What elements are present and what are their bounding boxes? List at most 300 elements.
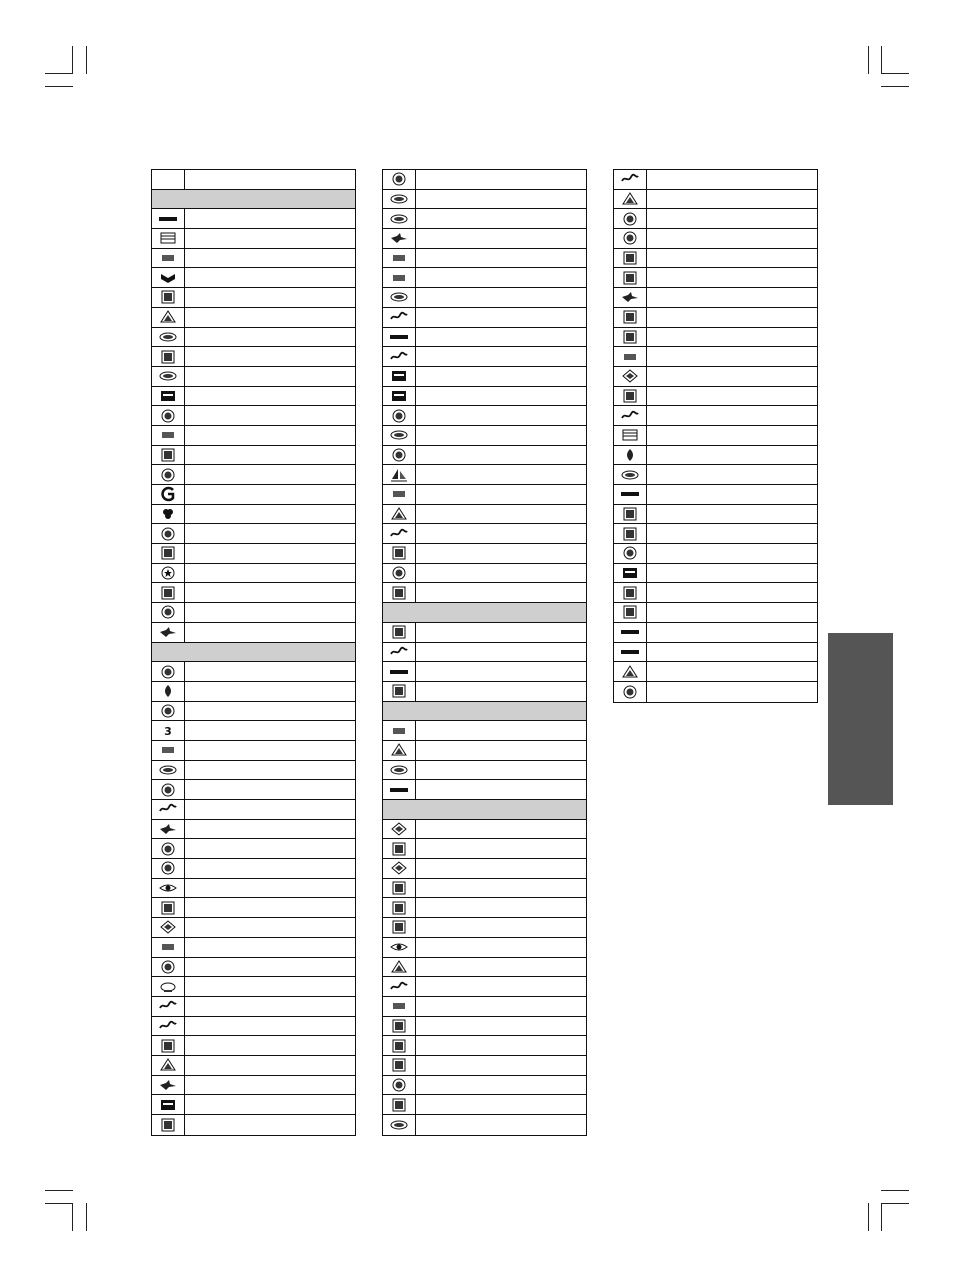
crop-mark [86,1203,87,1231]
text-logo-icon [383,997,416,1016]
wide-wordmark-icon [614,485,647,504]
square-emblem-icon [152,544,185,563]
row-name [647,682,817,702]
row-name [647,426,817,445]
square-emblem-icon [383,682,416,701]
row-name [416,977,586,996]
row-name [185,446,355,465]
table-row [152,839,355,859]
text-logo-icon [383,268,416,287]
bird-logo-icon [383,229,416,248]
table-section-header [383,800,586,820]
striped-square-icon [152,229,185,248]
row-name [416,465,586,484]
oval-badge-icon [383,288,416,307]
square-emblem-icon [614,249,647,268]
table-row [383,308,586,328]
row-name [185,918,355,937]
oval-badge-icon [383,426,416,445]
square-emblem-icon [152,1115,185,1135]
row-name [185,662,355,681]
row-name [185,387,355,406]
square-emblem-icon [383,1036,416,1055]
table-row [383,820,586,840]
number-logo-icon [152,721,185,740]
table-header-row [152,170,355,190]
diamond-emblem-icon [383,859,416,878]
text-logo-icon [383,485,416,504]
crop-mark [881,73,909,74]
table-row [383,839,586,859]
crop-mark [45,86,73,87]
table-row [152,721,355,741]
table-row [383,544,586,564]
flame-logo-icon [152,682,185,701]
row-name [416,898,586,917]
crop-mark [881,1203,909,1204]
round-badge-icon [614,682,647,702]
row-name [185,741,355,760]
square-emblem-icon [614,308,647,327]
row-name [416,1115,586,1135]
round-badge-icon [152,465,185,484]
table-row [152,741,355,761]
section-label [383,603,586,622]
script-logo-icon [614,406,647,425]
row-name [416,209,586,228]
table-row [152,702,355,722]
row-name [416,1036,586,1055]
crop-mark [86,46,87,74]
round-badge-icon [383,406,416,425]
crop-mark [45,73,73,74]
row-name [185,1095,355,1114]
script-logo-icon [383,308,416,327]
round-badge-icon [614,229,647,248]
table-row [383,406,586,426]
table-row [614,446,817,466]
table-row [383,387,586,407]
row-name [185,603,355,622]
star-badge-icon [152,564,185,583]
table-row [383,446,586,466]
row-name [185,839,355,858]
chevron-shield-icon [152,268,185,287]
oval-badge-icon [383,190,416,209]
table-row [614,387,817,407]
row-name [416,721,586,740]
table-row [614,406,817,426]
row-name [416,170,586,189]
row-name [185,406,355,425]
row-name [647,485,817,504]
table-row [383,465,586,485]
row-name [416,741,586,760]
round-badge-icon [152,702,185,721]
table-row [614,190,817,210]
row-name [185,505,355,524]
row-name [416,446,586,465]
script-logo-icon [152,800,185,819]
table-row [152,859,355,879]
wide-wordmark-icon [383,780,416,799]
oval-badge-icon [614,465,647,484]
row-name [185,977,355,996]
row-name [416,505,586,524]
row-name [416,406,586,425]
row-name [416,328,586,347]
table-row [152,918,355,938]
row-name [416,879,586,898]
square-emblem-icon [614,268,647,287]
row-name [416,367,586,386]
section-label [383,800,586,819]
table-row [152,544,355,564]
row-name [647,209,817,228]
row-name [185,859,355,878]
clover-icon [152,505,185,524]
square-emblem-icon [614,328,647,347]
row-name [416,682,586,701]
table-row [152,820,355,840]
square-emblem-icon [614,583,647,602]
bird-logo-icon [152,1076,185,1095]
table-row [152,564,355,584]
row-name [185,465,355,484]
table-row [152,1056,355,1076]
diamond-emblem-icon [614,367,647,386]
table-column-2 [382,169,587,1136]
crop-mark [72,1203,73,1231]
table-row [614,347,817,367]
table-row [614,209,817,229]
table-row [383,288,586,308]
round-badge-icon [383,1076,416,1095]
wide-wordmark-icon [383,662,416,681]
row-name [416,524,586,543]
square-emblem-icon [383,839,416,858]
table-row [383,623,586,643]
row-name [185,761,355,780]
round-badge-icon [383,170,416,189]
row-name [647,583,817,602]
table-row [383,859,586,879]
table-row [152,623,355,643]
table-row [614,249,817,269]
row-name [185,879,355,898]
section-label [383,702,586,721]
table-row [152,308,355,328]
script-logo-icon [383,347,416,366]
eye-logo-icon [383,938,416,957]
round-badge-icon [152,859,185,878]
script-logo-icon [152,1017,185,1036]
row-name [416,820,586,839]
table-row [383,918,586,938]
table-row [152,524,355,544]
table-row [152,603,355,623]
row-name [416,347,586,366]
table-row [614,288,817,308]
square-emblem-icon [383,898,416,917]
table-row [383,662,586,682]
table-section-header [152,643,355,663]
row-name [647,367,817,386]
row-name [416,190,586,209]
row-name [185,721,355,740]
table-row [383,1036,586,1056]
table-row [614,524,817,544]
text-logo-icon [152,426,185,445]
row-name [185,426,355,445]
row-name [185,308,355,327]
row-name [416,938,586,957]
row-name [185,544,355,563]
row-name [416,918,586,937]
script-logo-icon [383,524,416,543]
bird-logo-icon [152,820,185,839]
oval-badge-icon [383,761,416,780]
row-name [185,1115,355,1135]
table-row [152,761,355,781]
row-name [185,564,355,583]
row-name [416,662,586,681]
table-row [614,583,817,603]
row-name [185,938,355,957]
section-label [152,190,355,209]
table-row [152,662,355,682]
cloud-logo-icon [152,977,185,996]
table-row [614,328,817,348]
table-row [383,328,586,348]
table-row [152,229,355,249]
table-row [152,426,355,446]
table-row [383,761,586,781]
table-column-3 [613,169,818,703]
table-row [383,1076,586,1096]
table-row [383,564,586,584]
row-name [647,524,817,543]
round-badge-icon [152,662,185,681]
row-name [185,249,355,268]
square-emblem-icon [383,623,416,642]
table-row [383,682,586,702]
square-emblem-icon [383,918,416,937]
row-name [647,623,817,642]
row-name [185,1076,355,1095]
section-side-tab [828,633,893,805]
table-row [614,544,817,564]
bird-logo-icon [152,623,185,642]
table-row [383,1056,586,1076]
boxed-wordmark-icon [152,1095,185,1114]
row-name [185,288,355,307]
row-name [185,1056,355,1075]
table-row [383,997,586,1017]
row-name [185,997,355,1016]
table-row [383,780,586,800]
crop-mark [868,1203,869,1231]
row-name [185,800,355,819]
row-name [185,583,355,602]
crop-mark [881,1203,882,1231]
row-name [185,702,355,721]
table-row [383,485,586,505]
triangle-emblem-icon [614,662,647,681]
table-row [152,780,355,800]
boxed-wordmark-icon [383,387,416,406]
table-row [383,977,586,997]
row-name [185,820,355,839]
table-row [383,958,586,978]
section-label [152,643,355,662]
row-name [647,308,817,327]
square-emblem-icon [152,898,185,917]
table-row [383,721,586,741]
table-row [614,426,817,446]
table-row [383,524,586,544]
square-emblem-icon [152,347,185,366]
table-column-1 [151,169,356,1136]
table-row [383,249,586,269]
row-name [185,524,355,543]
row-name [647,190,817,209]
row-name [185,209,355,228]
row-name [185,347,355,366]
row-name [416,249,586,268]
table-row [383,1095,586,1115]
table-row [152,997,355,1017]
square-emblem-icon [614,524,647,543]
row-name [647,387,817,406]
table-row [152,1017,355,1037]
row-name [416,485,586,504]
wide-wordmark-icon [614,643,647,662]
script-logo-icon [614,170,647,189]
table-section-header [383,702,586,722]
crop-mark [72,46,73,74]
oval-badge-icon [383,209,416,228]
table-row [152,879,355,899]
table-row [152,1076,355,1096]
row-name [185,898,355,917]
table-row [152,1095,355,1115]
row-name [416,859,586,878]
row-name [647,662,817,681]
row-name [185,623,355,642]
round-badge-icon [152,958,185,977]
square-emblem-icon [383,583,416,602]
round-badge-icon [614,209,647,228]
square-emblem-icon [614,505,647,524]
table-row [383,898,586,918]
oval-badge-icon [152,367,185,386]
table-row [614,682,817,702]
table-row [383,426,586,446]
square-emblem-icon [614,603,647,622]
table-row [614,465,817,485]
table-row [614,268,817,288]
row-name [416,1056,586,1075]
row-name [185,1017,355,1036]
text-logo-icon [152,741,185,760]
round-badge-icon [152,406,185,425]
eye-logo-icon [152,879,185,898]
triangle-emblem-icon [383,505,416,524]
row-name [185,229,355,248]
row-name [416,426,586,445]
crop-mark [45,1190,73,1191]
table-row [152,977,355,997]
diamond-emblem-icon [152,918,185,937]
row-name [647,249,817,268]
crop-mark [881,46,882,74]
table-row [614,308,817,328]
table-row [152,898,355,918]
square-emblem-icon [152,1036,185,1055]
sail-logo-icon [383,465,416,484]
row-name [647,268,817,287]
table-row [383,347,586,367]
table-row [383,1115,586,1135]
crop-mark [868,46,869,74]
table-row [614,662,817,682]
square-emblem-icon [383,1056,416,1075]
row-name [647,643,817,662]
triangle-emblem-icon [383,741,416,760]
row-name [416,1076,586,1095]
square-emblem-icon [152,446,185,465]
row-name [416,268,586,287]
row-name [416,564,586,583]
table-row [152,249,355,269]
table-row [614,367,817,387]
row-name [647,564,817,583]
row-name [416,958,586,977]
square-emblem-icon [614,387,647,406]
row-name [416,1095,586,1114]
table-row [614,505,817,525]
oval-badge-icon [152,328,185,347]
row-name [647,505,817,524]
table-row [383,1017,586,1037]
table-row [152,682,355,702]
table-section-header [383,603,586,623]
header-logo-cell [152,170,185,189]
row-name [416,308,586,327]
square-emblem-icon [383,544,416,563]
square-emblem-icon [383,1095,416,1114]
table-row [383,879,586,899]
row-name [416,387,586,406]
row-name [185,367,355,386]
row-name [416,761,586,780]
letter-g-icon [152,485,185,504]
row-name [647,347,817,366]
round-badge-icon [152,780,185,799]
table-row [152,505,355,525]
text-logo-icon [152,249,185,268]
row-name [185,268,355,287]
row-name [185,958,355,977]
square-emblem-icon [383,1017,416,1036]
triangle-emblem-icon [152,308,185,327]
table-section-header [152,190,355,210]
table-row [383,268,586,288]
table-row [383,643,586,663]
table-row [383,209,586,229]
text-logo-icon [383,249,416,268]
